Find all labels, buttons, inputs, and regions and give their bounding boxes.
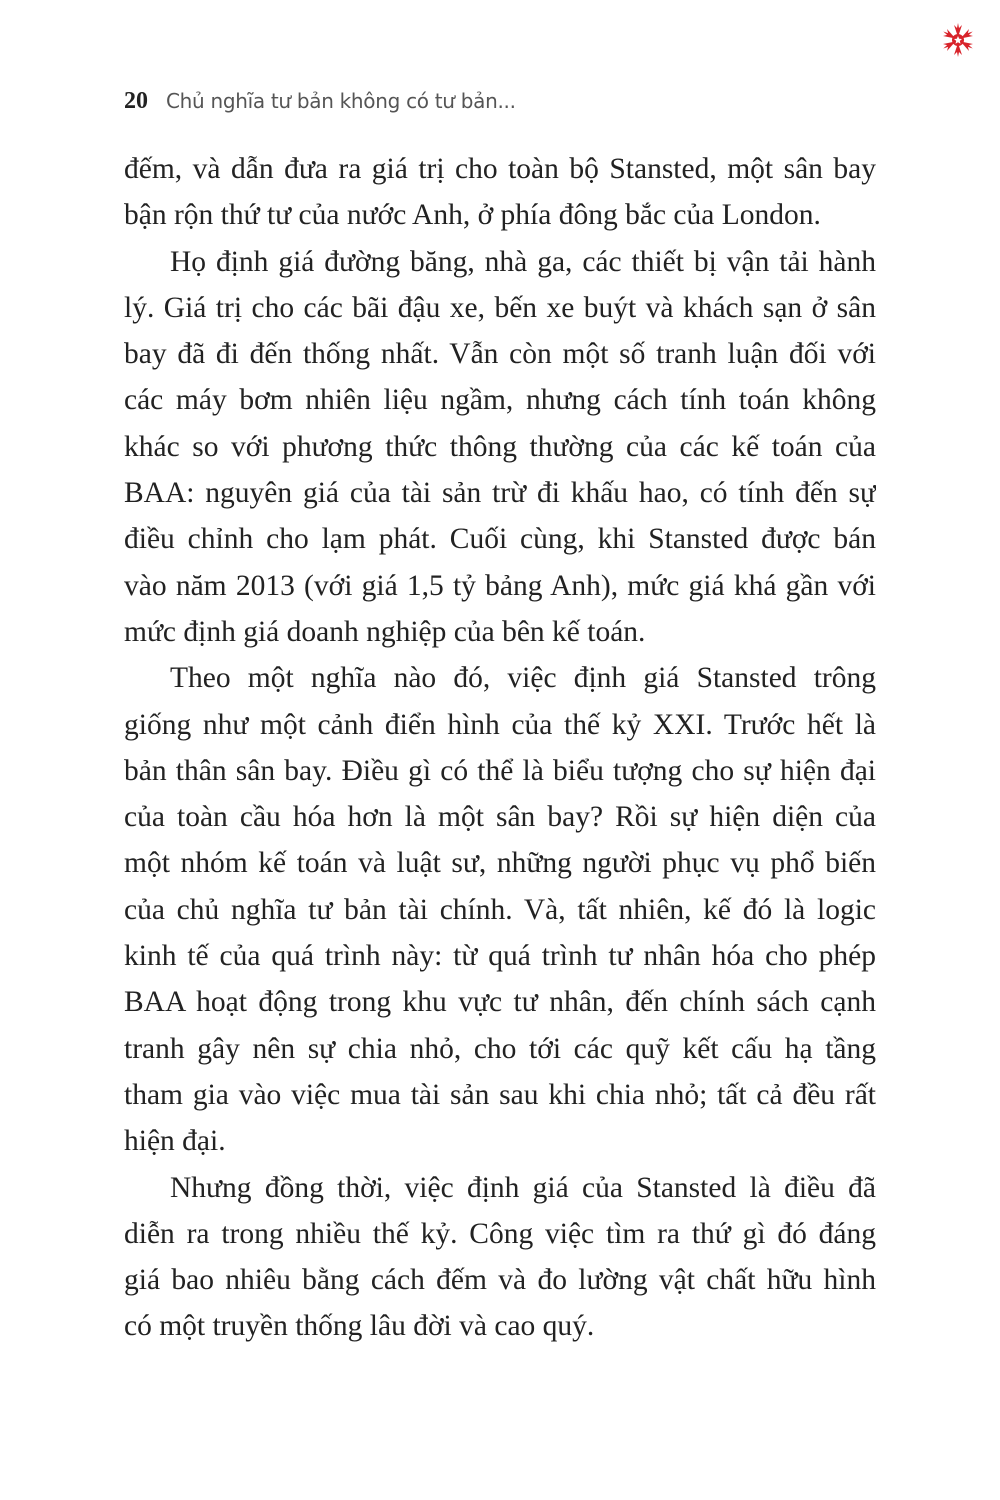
text-line: mức định giá doanh nghiệp của bên kế toán.: [124, 615, 646, 648]
text-line: BAA: nguyên giá của tài sản trừ đi khấu hao, có tính đến sự: [124, 477, 876, 510]
flower-logo-icon: [940, 22, 976, 58]
publisher-logo: [940, 22, 976, 58]
text-line: vào năm 2013 (với giá 1,5 tỷ bảng Anh), mức giá khá gần với: [124, 569, 876, 602]
text-line: kinh tế của quá trình này: từ quá trình tư nhân hóa cho phép: [124, 940, 876, 973]
text-line: Họ định giá đường băng, nhà ga, các thiết bị vận tải hành: [170, 245, 876, 278]
text-line: Theo một nghĩa nào đó, việc định giá Stansted trông: [170, 662, 876, 695]
text-line: bận rộn thứ tư của nước Anh, ở phía đông bắc của London.: [124, 199, 821, 232]
text-line: Nhưng đồng thời, việc định giá của Stansted là điều đã: [170, 1171, 876, 1204]
running-title: Chủ nghĩa tư bản không có tư bản...: [166, 89, 516, 113]
text-line: một nhóm kế toán và luật sư, những người phục vụ phổ biến: [124, 847, 876, 880]
text-line: tham gia vào việc mua tài sản sau khi chia nhỏ; tất cả đều rất: [124, 1078, 876, 1111]
text-line: khác so với phương thức thông thường của các kế toán của: [124, 430, 876, 463]
text-line: giá bao nhiêu bằng cách đếm và đo lường vật chất hữu hình: [124, 1264, 876, 1297]
paragraph: [124, 655, 876, 1164]
text-line: các máy bơm nhiên liệu ngầm, nhưng cách tính toán không: [124, 384, 876, 417]
text-line: BAA hoạt động trong khu vực tư nhân, đến chính sách cạnh: [124, 986, 876, 1019]
text-line: hiện đại.: [124, 1125, 226, 1158]
text-line: có một truyền thống lâu đời và cao quý.: [124, 1310, 595, 1343]
text-line: tranh gây nên sự chia nhỏ, cho tới các quỹ kết cấu hạ tầng: [124, 1032, 876, 1065]
body-text: [124, 146, 876, 1350]
text-line: đếm, và dẫn đưa ra giá trị cho toàn bộ Stansted, một sân bay: [124, 153, 876, 185]
paragraph: [124, 1165, 876, 1350]
text-line: bản thân sân bay. Điều gì có thể là biểu tượng cho sự hiện đại: [124, 754, 876, 787]
paragraph: [124, 239, 876, 656]
text-line: của chủ nghĩa tư bản tài chính. Và, tất nhiên, kế đó là logic: [124, 893, 876, 926]
running-header: [124, 88, 516, 122]
text-line: giống như một cảnh điển hình của thế kỷ XXI. Trước hết là: [124, 708, 876, 741]
text-line: bay đã đi đến thống nhất. Vẫn còn một số tranh luận đối với: [124, 338, 876, 371]
text-line: điều chỉnh cho lạm phát. Cuối cùng, khi Stansted được bán: [124, 523, 876, 556]
paragraph: [124, 146, 876, 239]
text-line: diễn ra trong nhiều thế kỷ. Công việc tìm ra thứ gì đó đáng: [124, 1217, 876, 1250]
page-number: 20: [124, 88, 148, 114]
text-line: lý. Giá trị cho các bãi đậu xe, bến xe buýt và khách sạn ở sân: [124, 291, 876, 324]
text-line: của toàn cầu hóa hơn là một sân bay? Rồi sự hiện diện của: [124, 801, 876, 834]
